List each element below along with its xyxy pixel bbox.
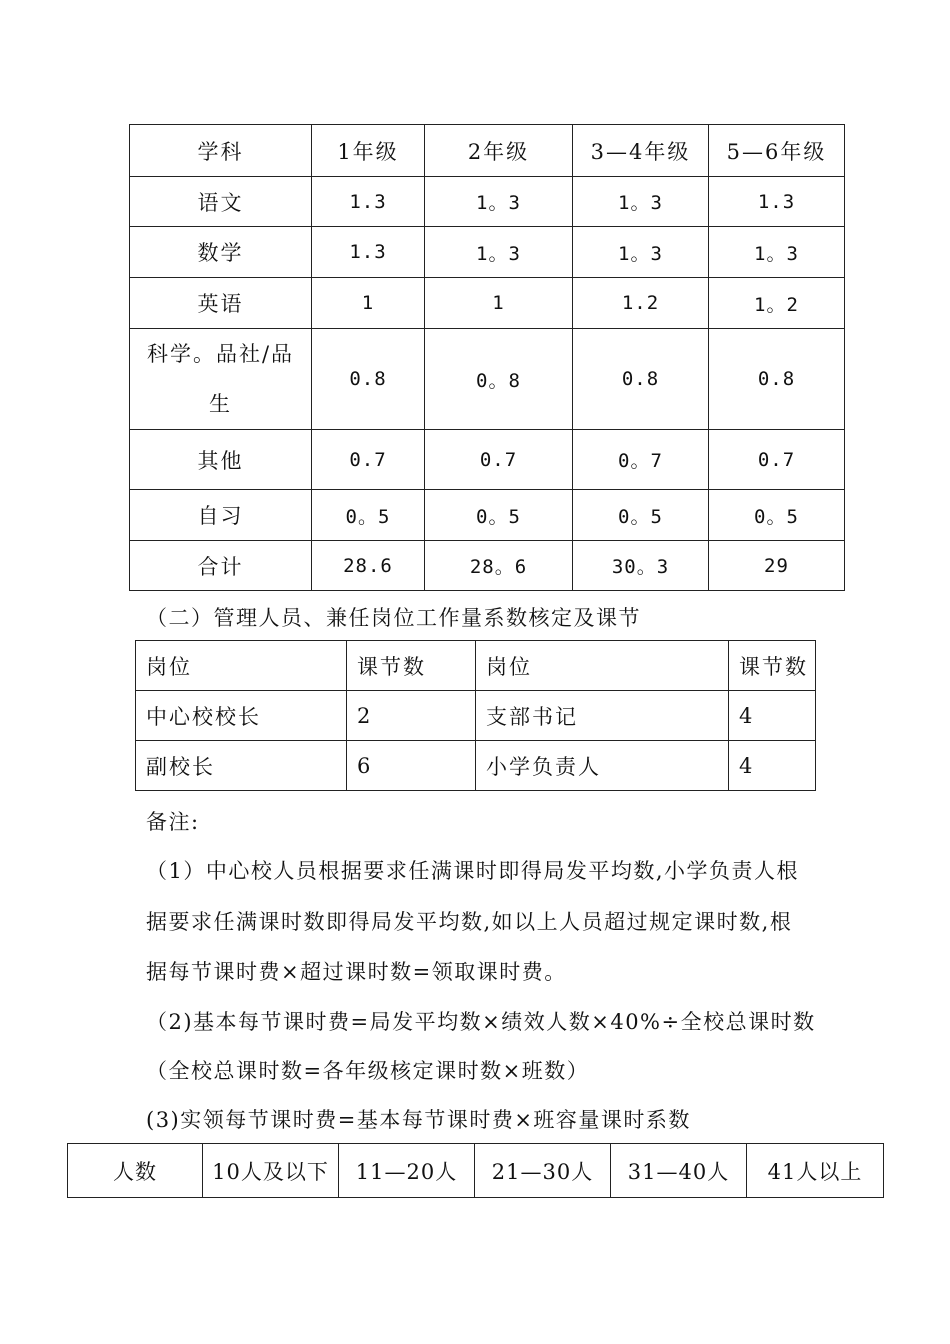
value-cell: 0。8 xyxy=(425,329,573,430)
value-cell: 1。3 xyxy=(425,177,573,227)
value-cell: 1 xyxy=(425,278,573,329)
subject-cell: 自习 xyxy=(130,490,312,541)
value-cell: 0.7 xyxy=(425,430,573,490)
value-cell: 0。5 xyxy=(709,490,845,541)
notes-label: 备注: xyxy=(146,810,200,834)
value-cell: 1。3 xyxy=(573,177,709,227)
table-row xyxy=(130,177,845,227)
count-cell: 2 xyxy=(347,691,476,741)
subject-cell: 其他 xyxy=(130,430,312,490)
count-cell: 6 xyxy=(347,741,476,791)
count-cell: 4 xyxy=(729,691,816,741)
header-cell: 31—40人 xyxy=(611,1144,747,1198)
table-header-row xyxy=(130,125,845,177)
header-cell: 10人及以下 xyxy=(203,1144,339,1198)
table-row xyxy=(136,741,816,791)
table-row xyxy=(130,490,845,541)
position-cell: 小学负责人 xyxy=(476,741,729,791)
note-text: （1）中心校人员根据要求任满课时即得局发平均数,小学负责人根 xyxy=(146,859,800,883)
management-position-table xyxy=(135,640,816,791)
table-row xyxy=(136,691,816,741)
header-cell: 人数 xyxy=(68,1144,203,1198)
subject-cell: 语文 xyxy=(130,177,312,227)
count-cell: 4 xyxy=(729,741,816,791)
value-cell: 1.3 xyxy=(312,177,425,227)
value-cell: 0。5 xyxy=(425,490,573,541)
header-cell: 3—4年级 xyxy=(573,125,709,177)
value-cell: 1.3 xyxy=(312,227,425,278)
table-row xyxy=(130,227,845,278)
section-heading: （二）管理人员、兼任岗位工作量系数核定及课节 xyxy=(146,606,641,630)
header-cell: 课节数 xyxy=(729,641,816,691)
value-cell: 1。3 xyxy=(709,227,845,278)
table-row xyxy=(130,430,845,490)
header-cell: 课节数 xyxy=(347,641,476,691)
table-header-row xyxy=(136,641,816,691)
class-size-table xyxy=(67,1143,884,1198)
table-row xyxy=(130,541,845,591)
note-text: （2)基本每节课时费=局发平均数×绩效人数×40%÷全校总课时数 xyxy=(146,1010,816,1034)
value-cell: 0.8 xyxy=(709,329,845,430)
note-text: （全校总课时数=各年级核定课时数×班数） xyxy=(146,1059,590,1083)
header-cell: 岗位 xyxy=(136,641,347,691)
value-cell: 28.6 xyxy=(312,541,425,591)
value-cell: 1.3 xyxy=(709,177,845,227)
header-cell: 学科 xyxy=(130,125,312,177)
header-cell: 21—30人 xyxy=(475,1144,611,1198)
value-cell: 29 xyxy=(709,541,845,591)
header-cell: 2年级 xyxy=(425,125,573,177)
table-header-row xyxy=(68,1144,884,1198)
value-cell: 0.7 xyxy=(709,430,845,490)
note-text: 据要求任满课时数即得局发平均数,如以上人员超过规定课时数,根 xyxy=(146,910,793,934)
note-text: 据每节课时费×超过课时数=领取课时费。 xyxy=(146,960,567,984)
position-cell: 副校长 xyxy=(136,741,347,791)
value-cell: 0.8 xyxy=(573,329,709,430)
table-row xyxy=(130,329,845,430)
note-text: (3)实领每节课时费=基本每节课时费×班容量课时系数 xyxy=(146,1108,691,1132)
value-cell: 0。7 xyxy=(573,430,709,490)
value-cell: 0。5 xyxy=(573,490,709,541)
value-cell: 1 xyxy=(312,278,425,329)
subject-cell: 英语 xyxy=(130,278,312,329)
subject-cell: 数学 xyxy=(130,227,312,278)
subject-cell: 合计 xyxy=(130,541,312,591)
value-cell: 1。3 xyxy=(425,227,573,278)
subject-coefficient-table xyxy=(129,124,845,591)
value-cell: 30。3 xyxy=(573,541,709,591)
value-cell: 0.8 xyxy=(312,329,425,430)
position-cell: 中心校校长 xyxy=(136,691,347,741)
header-cell: 41人以上 xyxy=(747,1144,884,1198)
header-cell: 1年级 xyxy=(312,125,425,177)
header-cell: 11—20人 xyxy=(339,1144,475,1198)
value-cell: 1.2 xyxy=(573,278,709,329)
value-cell: 0.7 xyxy=(312,430,425,490)
value-cell: 1。2 xyxy=(709,278,845,329)
value-cell: 0。5 xyxy=(312,490,425,541)
subject-cell: 科学。品社/品生 xyxy=(130,329,312,430)
header-cell: 5—6年级 xyxy=(709,125,845,177)
value-cell: 28。6 xyxy=(425,541,573,591)
position-cell: 支部书记 xyxy=(476,691,729,741)
header-cell: 岗位 xyxy=(476,641,729,691)
value-cell: 1。3 xyxy=(573,227,709,278)
table-row xyxy=(130,278,845,329)
